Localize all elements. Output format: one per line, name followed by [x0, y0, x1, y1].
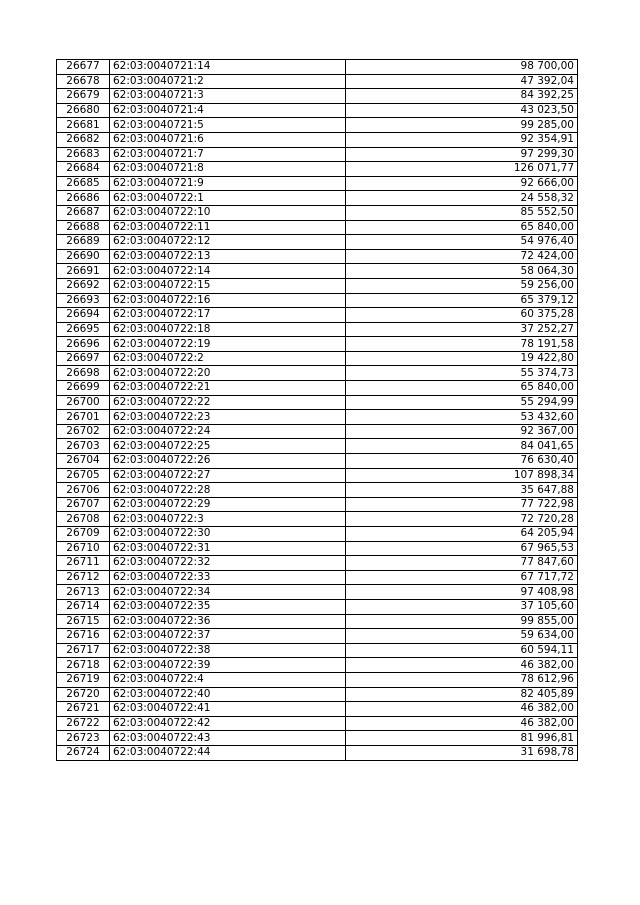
- cadastral-value-cell: 31 698,78: [346, 745, 578, 760]
- row-number-cell: 26710: [57, 541, 110, 556]
- table-row: [57, 745, 578, 760]
- row-number-cell: 26715: [57, 614, 110, 629]
- row-number-cell: 26707: [57, 497, 110, 512]
- table-row: [57, 351, 578, 366]
- cadastral-value-cell: 65 840,00: [346, 220, 578, 235]
- table-row: [57, 410, 578, 425]
- row-number-cell: 26685: [57, 176, 110, 191]
- table-row: [57, 132, 578, 147]
- row-number-cell: 26698: [57, 366, 110, 381]
- cadastral-value-cell: 84 392,25: [346, 89, 578, 104]
- cadastral-number-cell: 62:03:0040722:27: [110, 468, 346, 483]
- cadastral-value-cell: 92 367,00: [346, 424, 578, 439]
- cadastral-value-cell: 78 612,96: [346, 672, 578, 687]
- cadastral-value-cell: 64 205,94: [346, 527, 578, 542]
- table-row: [57, 716, 578, 731]
- cadastral-value-cell: 46 382,00: [346, 658, 578, 673]
- cadastral-value-cell: 72 424,00: [346, 249, 578, 264]
- cadastral-number-cell: 62:03:0040721:6: [110, 132, 346, 147]
- cadastral-value-table: [56, 59, 578, 761]
- cadastral-value-cell: 60 594,11: [346, 643, 578, 658]
- cadastral-number-cell: 62:03:0040722:33: [110, 570, 346, 585]
- table-row: [57, 249, 578, 264]
- cadastral-value-cell: 43 023,50: [346, 103, 578, 118]
- cadastral-number-cell: 62:03:0040722:21: [110, 381, 346, 396]
- table-row: [57, 512, 578, 527]
- cadastral-number-cell: 62:03:0040721:3: [110, 89, 346, 104]
- cadastral-number-cell: 62:03:0040722:34: [110, 585, 346, 600]
- row-number-cell: 26706: [57, 483, 110, 498]
- table-row: [57, 308, 578, 323]
- cadastral-number-cell: 62:03:0040722:20: [110, 366, 346, 381]
- table-row: [57, 74, 578, 89]
- row-number-cell: 26708: [57, 512, 110, 527]
- row-number-cell: 26714: [57, 599, 110, 614]
- cadastral-value-cell: 55 294,99: [346, 395, 578, 410]
- row-number-cell: 26691: [57, 264, 110, 279]
- cadastral-number-cell: 62:03:0040722:18: [110, 322, 346, 337]
- row-number-cell: 26699: [57, 381, 110, 396]
- cadastral-number-cell: 62:03:0040722:26: [110, 454, 346, 469]
- cadastral-number-cell: 62:03:0040722:44: [110, 745, 346, 760]
- row-number-cell: 26720: [57, 687, 110, 702]
- cadastral-number-cell: 62:03:0040722:3: [110, 512, 346, 527]
- table-row: [57, 672, 578, 687]
- cadastral-number-cell: 62:03:0040722:43: [110, 731, 346, 746]
- table-row: [57, 643, 578, 658]
- table-row: [57, 687, 578, 702]
- table-row: [57, 599, 578, 614]
- cadastral-value-cell: 85 552,50: [346, 205, 578, 220]
- table-row: [57, 570, 578, 585]
- cadastral-number-cell: 62:03:0040722:11: [110, 220, 346, 235]
- row-number-cell: 26684: [57, 162, 110, 177]
- cadastral-number-cell: 62:03:0040722:28: [110, 483, 346, 498]
- cadastral-value-cell: 77 847,60: [346, 556, 578, 571]
- row-number-cell: 26711: [57, 556, 110, 571]
- table-row: [57, 527, 578, 542]
- table-row: [57, 264, 578, 279]
- table-row: [57, 614, 578, 629]
- table-row: [57, 424, 578, 439]
- row-number-cell: 26680: [57, 103, 110, 118]
- cadastral-number-cell: 62:03:0040722:15: [110, 278, 346, 293]
- cadastral-value-cell: 107 898,34: [346, 468, 578, 483]
- cadastral-value-cell: 126 071,77: [346, 162, 578, 177]
- cadastral-number-cell: 62:03:0040722:13: [110, 249, 346, 264]
- cadastral-number-cell: 62:03:0040722:25: [110, 439, 346, 454]
- cadastral-number-cell: 62:03:0040721:8: [110, 162, 346, 177]
- table-row: [57, 293, 578, 308]
- table-row: [57, 278, 578, 293]
- row-number-cell: 26705: [57, 468, 110, 483]
- row-number-cell: 26719: [57, 672, 110, 687]
- cadastral-value-cell: 72 720,28: [346, 512, 578, 527]
- table-row: [57, 731, 578, 746]
- row-number-cell: 26716: [57, 629, 110, 644]
- row-number-cell: 26695: [57, 322, 110, 337]
- table-row: [57, 89, 578, 104]
- table-row: [57, 205, 578, 220]
- row-number-cell: 26690: [57, 249, 110, 264]
- cadastral-number-cell: 62:03:0040722:40: [110, 687, 346, 702]
- table-row: [57, 629, 578, 644]
- cadastral-number-cell: 62:03:0040721:9: [110, 176, 346, 191]
- table-row: [57, 118, 578, 133]
- cadastral-number-cell: 62:03:0040722:30: [110, 527, 346, 542]
- cadastral-value-cell: 65 379,12: [346, 293, 578, 308]
- table-row: [57, 176, 578, 191]
- row-number-cell: 26723: [57, 731, 110, 746]
- cadastral-value-cell: 60 375,28: [346, 308, 578, 323]
- table-row: [57, 468, 578, 483]
- table-row: [57, 702, 578, 717]
- row-number-cell: 26724: [57, 745, 110, 760]
- row-number-cell: 26681: [57, 118, 110, 133]
- cadastral-number-cell: 62:03:0040721:2: [110, 74, 346, 89]
- table-row: [57, 191, 578, 206]
- cadastral-number-cell: 62:03:0040722:2: [110, 351, 346, 366]
- table-row: [57, 541, 578, 556]
- cadastral-number-cell: 62:03:0040722:41: [110, 702, 346, 717]
- cadastral-value-cell: 37 252,27: [346, 322, 578, 337]
- cadastral-value-cell: 82 405,89: [346, 687, 578, 702]
- row-number-cell: 26701: [57, 410, 110, 425]
- cadastral-value-cell: 99 285,00: [346, 118, 578, 133]
- row-number-cell: 26712: [57, 570, 110, 585]
- table-row: [57, 337, 578, 352]
- cadastral-value-cell: 55 374,73: [346, 366, 578, 381]
- cadastral-number-cell: 62:03:0040722:42: [110, 716, 346, 731]
- cadastral-value-cell: 84 041,65: [346, 439, 578, 454]
- cadastral-value-cell: 65 840,00: [346, 381, 578, 396]
- cadastral-value-cell: 46 382,00: [346, 716, 578, 731]
- cadastral-number-cell: 62:03:0040721:4: [110, 103, 346, 118]
- cadastral-value-cell: 92 354,91: [346, 132, 578, 147]
- table-row: [57, 483, 578, 498]
- table-row: [57, 103, 578, 118]
- table-row: [57, 162, 578, 177]
- cadastral-number-cell: 62:03:0040722:38: [110, 643, 346, 658]
- row-number-cell: 26697: [57, 351, 110, 366]
- cadastral-value-cell: 67 965,53: [346, 541, 578, 556]
- cadastral-number-cell: 62:03:0040721:14: [110, 60, 346, 75]
- row-number-cell: 26718: [57, 658, 110, 673]
- cadastral-number-cell: 62:03:0040722:37: [110, 629, 346, 644]
- row-number-cell: 26688: [57, 220, 110, 235]
- cadastral-number-cell: 62:03:0040722:36: [110, 614, 346, 629]
- row-number-cell: 26679: [57, 89, 110, 104]
- cadastral-number-cell: 62:03:0040722:1: [110, 191, 346, 206]
- cadastral-value-cell: 37 105,60: [346, 599, 578, 614]
- row-number-cell: 26713: [57, 585, 110, 600]
- cadastral-number-cell: 62:03:0040722:4: [110, 672, 346, 687]
- cadastral-value-cell: 54 976,40: [346, 235, 578, 250]
- cadastral-value-cell: 35 647,88: [346, 483, 578, 498]
- table-row: [57, 497, 578, 512]
- cadastral-number-cell: 62:03:0040722:35: [110, 599, 346, 614]
- cadastral-value-cell: 58 064,30: [346, 264, 578, 279]
- table-row: [57, 366, 578, 381]
- cadastral-number-cell: 62:03:0040722:17: [110, 308, 346, 323]
- table-row: [57, 556, 578, 571]
- row-number-cell: 26709: [57, 527, 110, 542]
- cadastral-number-cell: 62:03:0040721:7: [110, 147, 346, 162]
- table-row: [57, 235, 578, 250]
- table-row: [57, 322, 578, 337]
- row-number-cell: 26682: [57, 132, 110, 147]
- cadastral-number-cell: 62:03:0040722:31: [110, 541, 346, 556]
- cadastral-value-cell: 67 717,72: [346, 570, 578, 585]
- table-row: [57, 381, 578, 396]
- table-row: [57, 658, 578, 673]
- cadastral-value-cell: 19 422,80: [346, 351, 578, 366]
- row-number-cell: 26683: [57, 147, 110, 162]
- cadastral-value-cell: 77 722,98: [346, 497, 578, 512]
- row-number-cell: 26687: [57, 205, 110, 220]
- cadastral-value-cell: 46 382,00: [346, 702, 578, 717]
- cadastral-value-cell: 59 634,00: [346, 629, 578, 644]
- row-number-cell: 26693: [57, 293, 110, 308]
- cadastral-value-cell: 97 299,30: [346, 147, 578, 162]
- cadastral-number-cell: 62:03:0040722:39: [110, 658, 346, 673]
- row-number-cell: 26677: [57, 60, 110, 75]
- cadastral-value-cell: 99 855,00: [346, 614, 578, 629]
- cadastral-value-cell: 81 996,81: [346, 731, 578, 746]
- row-number-cell: 26700: [57, 395, 110, 410]
- cadastral-number-cell: 62:03:0040722:10: [110, 205, 346, 220]
- cadastral-value-cell: 97 408,98: [346, 585, 578, 600]
- table-body: [57, 60, 578, 761]
- table-row: [57, 454, 578, 469]
- table-row: [57, 585, 578, 600]
- cadastral-value-cell: 47 392,04: [346, 74, 578, 89]
- row-number-cell: 26702: [57, 424, 110, 439]
- cadastral-value-cell: 76 630,40: [346, 454, 578, 469]
- table-row: [57, 60, 578, 75]
- row-number-cell: 26689: [57, 235, 110, 250]
- cadastral-number-cell: 62:03:0040722:16: [110, 293, 346, 308]
- row-number-cell: 26717: [57, 643, 110, 658]
- cadastral-value-cell: 59 256,00: [346, 278, 578, 293]
- table-row: [57, 395, 578, 410]
- cadastral-value-cell: 92 666,00: [346, 176, 578, 191]
- cadastral-number-cell: 62:03:0040722:22: [110, 395, 346, 410]
- table-row: [57, 439, 578, 454]
- row-number-cell: 26678: [57, 74, 110, 89]
- row-number-cell: 26722: [57, 716, 110, 731]
- cadastral-number-cell: 62:03:0040722:12: [110, 235, 346, 250]
- row-number-cell: 26703: [57, 439, 110, 454]
- row-number-cell: 26721: [57, 702, 110, 717]
- cadastral-number-cell: 62:03:0040722:23: [110, 410, 346, 425]
- row-number-cell: 26692: [57, 278, 110, 293]
- cadastral-number-cell: 62:03:0040722:14: [110, 264, 346, 279]
- row-number-cell: 26704: [57, 454, 110, 469]
- cadastral-value-cell: 24 558,32: [346, 191, 578, 206]
- cadastral-number-cell: 62:03:0040722:32: [110, 556, 346, 571]
- cadastral-number-cell: 62:03:0040721:5: [110, 118, 346, 133]
- row-number-cell: 26694: [57, 308, 110, 323]
- cadastral-value-cell: 78 191,58: [346, 337, 578, 352]
- cadastral-value-cell: 98 700,00: [346, 60, 578, 75]
- row-number-cell: 26686: [57, 191, 110, 206]
- cadastral-number-cell: 62:03:0040722:19: [110, 337, 346, 352]
- cadastral-number-cell: 62:03:0040722:24: [110, 424, 346, 439]
- cadastral-number-cell: 62:03:0040722:29: [110, 497, 346, 512]
- row-number-cell: 26696: [57, 337, 110, 352]
- table-row: [57, 147, 578, 162]
- cadastral-value-cell: 53 432,60: [346, 410, 578, 425]
- table-row: [57, 220, 578, 235]
